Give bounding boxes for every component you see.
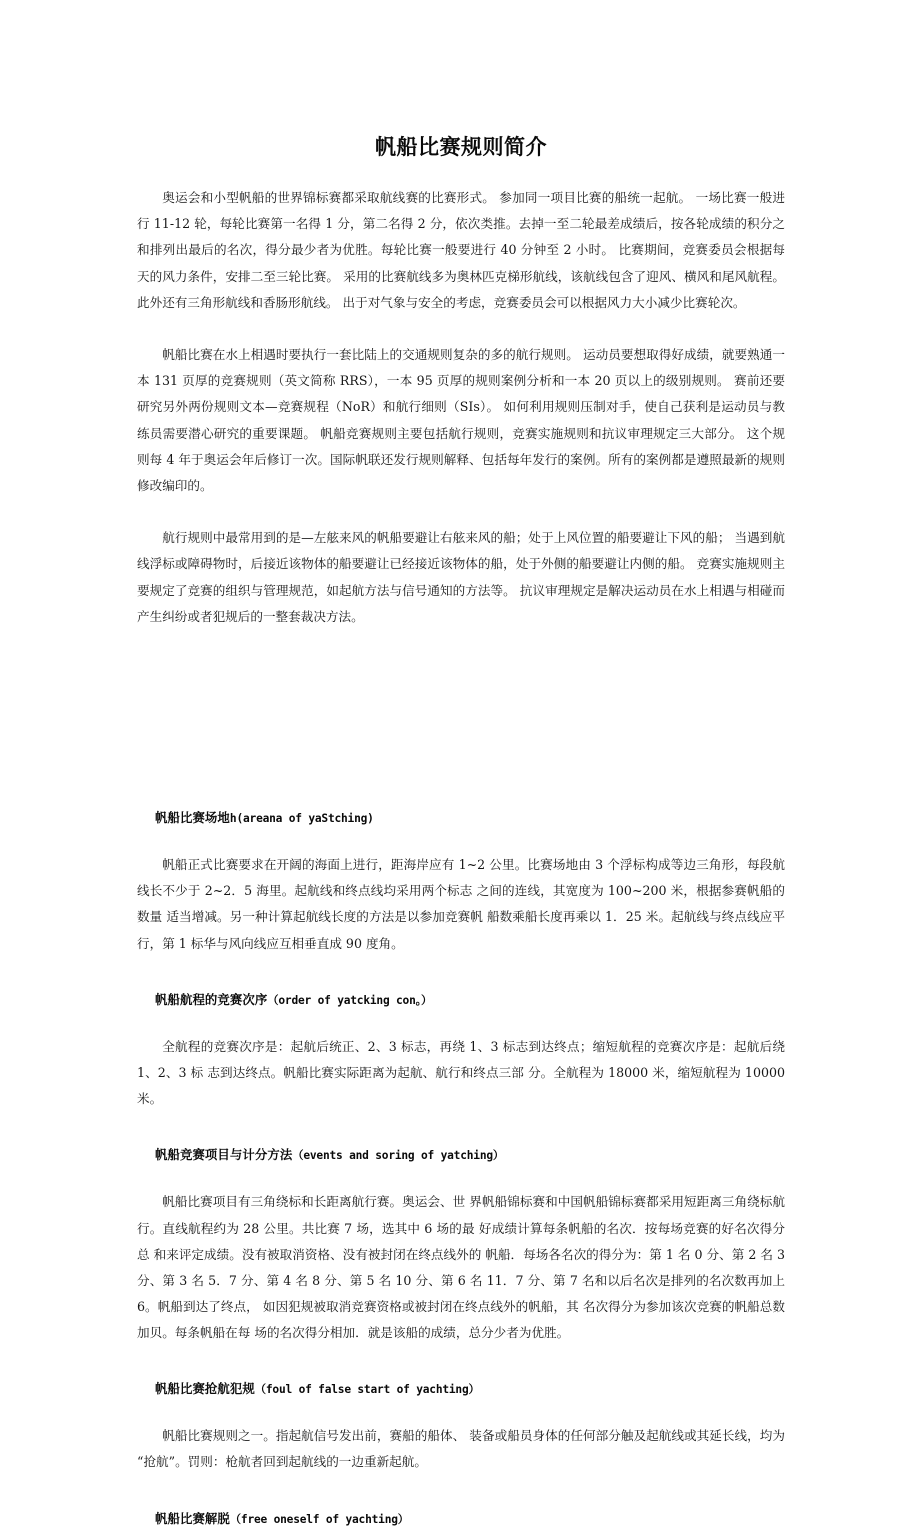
section-body-false-start: 帆船比赛规则之一。指起航信号发出前，赛船的船体、 装备或船员身体的任何部分触及起航线或其延长线，均为“抢航”。罚则：枪航者回到起航线的一边重新起航。 [137, 1427, 785, 1469]
section-body-course-order: 全航程的竞赛次序是：起航后统正、2、3 标志，再绕 1、3 标志到达终点；缩短航程的竞赛次序是：起航后绕 1、2、3 标 志到达终点。帆船比赛实际距离为起航、航行和终点三部 分。全航程为 18000 米，缩短航程为 10000 米。 [137, 1038, 785, 1107]
intro-paragraph-1: 奥运会和小型帆船的世界锦标赛都采取航线赛的比赛形式。 参加同一项目比赛的船统一起航。 一场比赛一般进行 11-12 轮，每轮比赛第一名得 1 分，第二名得 2 分，依次类推。去掉一至二轮最差成绩后，按各轮成绩的积分之和排列出最后的名次，得分最少者为优胜。每轮比赛一般要进行 40 分钟至 2 小时。 比赛期间，竞赛委员会根据每天的风力条件，安排二至三轮比赛。 采用的比赛航线多为奥林匹克梯形航线，该航线包含了迎风、横风和尾风航程。 此外还有三角形航线和香肠形航线。 出于对气象与安全的考虑，竞赛委员会可以根据风力大小减少比赛轮次。 [137, 190, 785, 310]
section-venue [137, 808, 785, 957]
section-heading-venue [137, 808, 785, 829]
section-heading-events-scoring [137, 1145, 785, 1166]
section-heading-cn: 帆船比赛解脱 [154, 1511, 230, 1527]
section-heading-false-start [137, 1379, 785, 1400]
section-events-scoring [137, 1145, 785, 1346]
section-free-oneself [137, 1509, 785, 1530]
section-body-events-scoring: 帆船比赛项目有三角绕标和长距离航行赛。奥运会、世 界帆船锦标赛和中国帆船锦标赛都采用短距离三角绕标航 行。直线航程约为 28 公里。共比赛 7 场，选其中 6 场的最 好成绩计算每条帆船的名次．按每场竞赛的好名次得分总 和来评定成绩。没有被取消资格、没有被封闭在终点线外的 帆船．每场各名次的得分为：第 1 名 0 分、第 2 名 3 分、第 3 名 5．7 分、第 4 名 8 分、第 5 名 10 分、第 6 名 11．7 分、第 7 名和以后名次是排列的名次数再加上 6。帆船到达了终点， 如因犯规被取消竞赛资格或被封闭在终点线外的帆船，其 名次得分为参加该次竞赛的帆船总数加贝。每条帆船在每 场的名次得分相加．就是该船的成绩，总分少者为优胜。 [137, 1194, 785, 1341]
section-false-start [137, 1379, 785, 1475]
section-heading-en: h(areana of yaStching) [229, 812, 374, 826]
document-content [137, 0, 785, 1530]
section-heading-en: （order of yatcking con。） [267, 993, 432, 1007]
section-heading-en: （foul of false start of yachting） [254, 1382, 480, 1396]
section-heading-en: （free oneself of yachting） [229, 1513, 409, 1527]
section-heading-en: （events and soring of yatching） [292, 1149, 504, 1163]
intro-paragraph-3: 航行规则中最常用到的是—左舷来风的帆船要避让右舷来风的船；处于上风位置的船要避让下风的船； 当遇到航线浮标或障碍物时，后接近该物体的船要避让已经接近该物体的船，处于外侧的船要避让内侧的船。 竞赛实施规则主要规定了竞赛的组织与管理规范，如起航方法与信号通知的方法等。 抗议审理规定是解决运动员在水上相遇与相碰而产生纠纷或者犯规后的一整套裁决方法。 [137, 530, 785, 624]
section-course-order [137, 990, 785, 1113]
section-heading-cn: 帆船比赛场地 [154, 810, 230, 826]
section-heading-cn: 帆船航程的竞赛次序 [154, 991, 268, 1007]
page-title: 帆船比赛规则简介 [375, 135, 547, 159]
section-heading-cn: 帆船比赛抢航犯规 [154, 1380, 255, 1396]
section-heading-cn: 帆船竞赛项目与计分方法 [154, 1147, 293, 1163]
section-heading-free-oneself [137, 1509, 785, 1530]
section-body-venue: 帆船正式比赛要求在开阔的海面上进行，距海岸应有 1~2 公里。比赛场地由 3 个浮标构成等边三角形，每段航 线长不少于 2~2．5 海里。起航线和终点线均采用两个标志 之间的连线，其宽度为 100~200 米，根据参赛帆船的数量 适当增减。另一种计算起航线长度的方法是以参加竞赛帆 船数乘船长度再乘以 1．25 米。起航线与终点线应平行，第 1 标华与风向线应互相垂直成 90 度角。 [137, 857, 785, 951]
section-heading-course-order [137, 990, 785, 1011]
intro-paragraph-2: 帆船比赛在水上相遇时要执行一套比陆上的交通规则复杂的多的航行规则。 运动员要想取得好成绩，就要熟通一本 131 页厚的竞赛规则（英文简称 RRS），一本 95 页厚的规则案例分析和一本 20 页以上的级别规则。 赛前还要研究另外两份规则文本—竞赛规程（NoR）和航行细则（SIs）。 如何利用规则压制对手，使自己获利是运动员与教练员需要潜心研究的重要课题。 帆船竞赛规则主要包括航行规则，竞赛实施规则和抗议审理规定三大部分。 这个规则每 4 年于奥运会年后修订一次。国际帆联还发行规则解释、包括每年发行的案例。所有的案例都是遵照最新的规则修改编印的。 [137, 347, 785, 494]
